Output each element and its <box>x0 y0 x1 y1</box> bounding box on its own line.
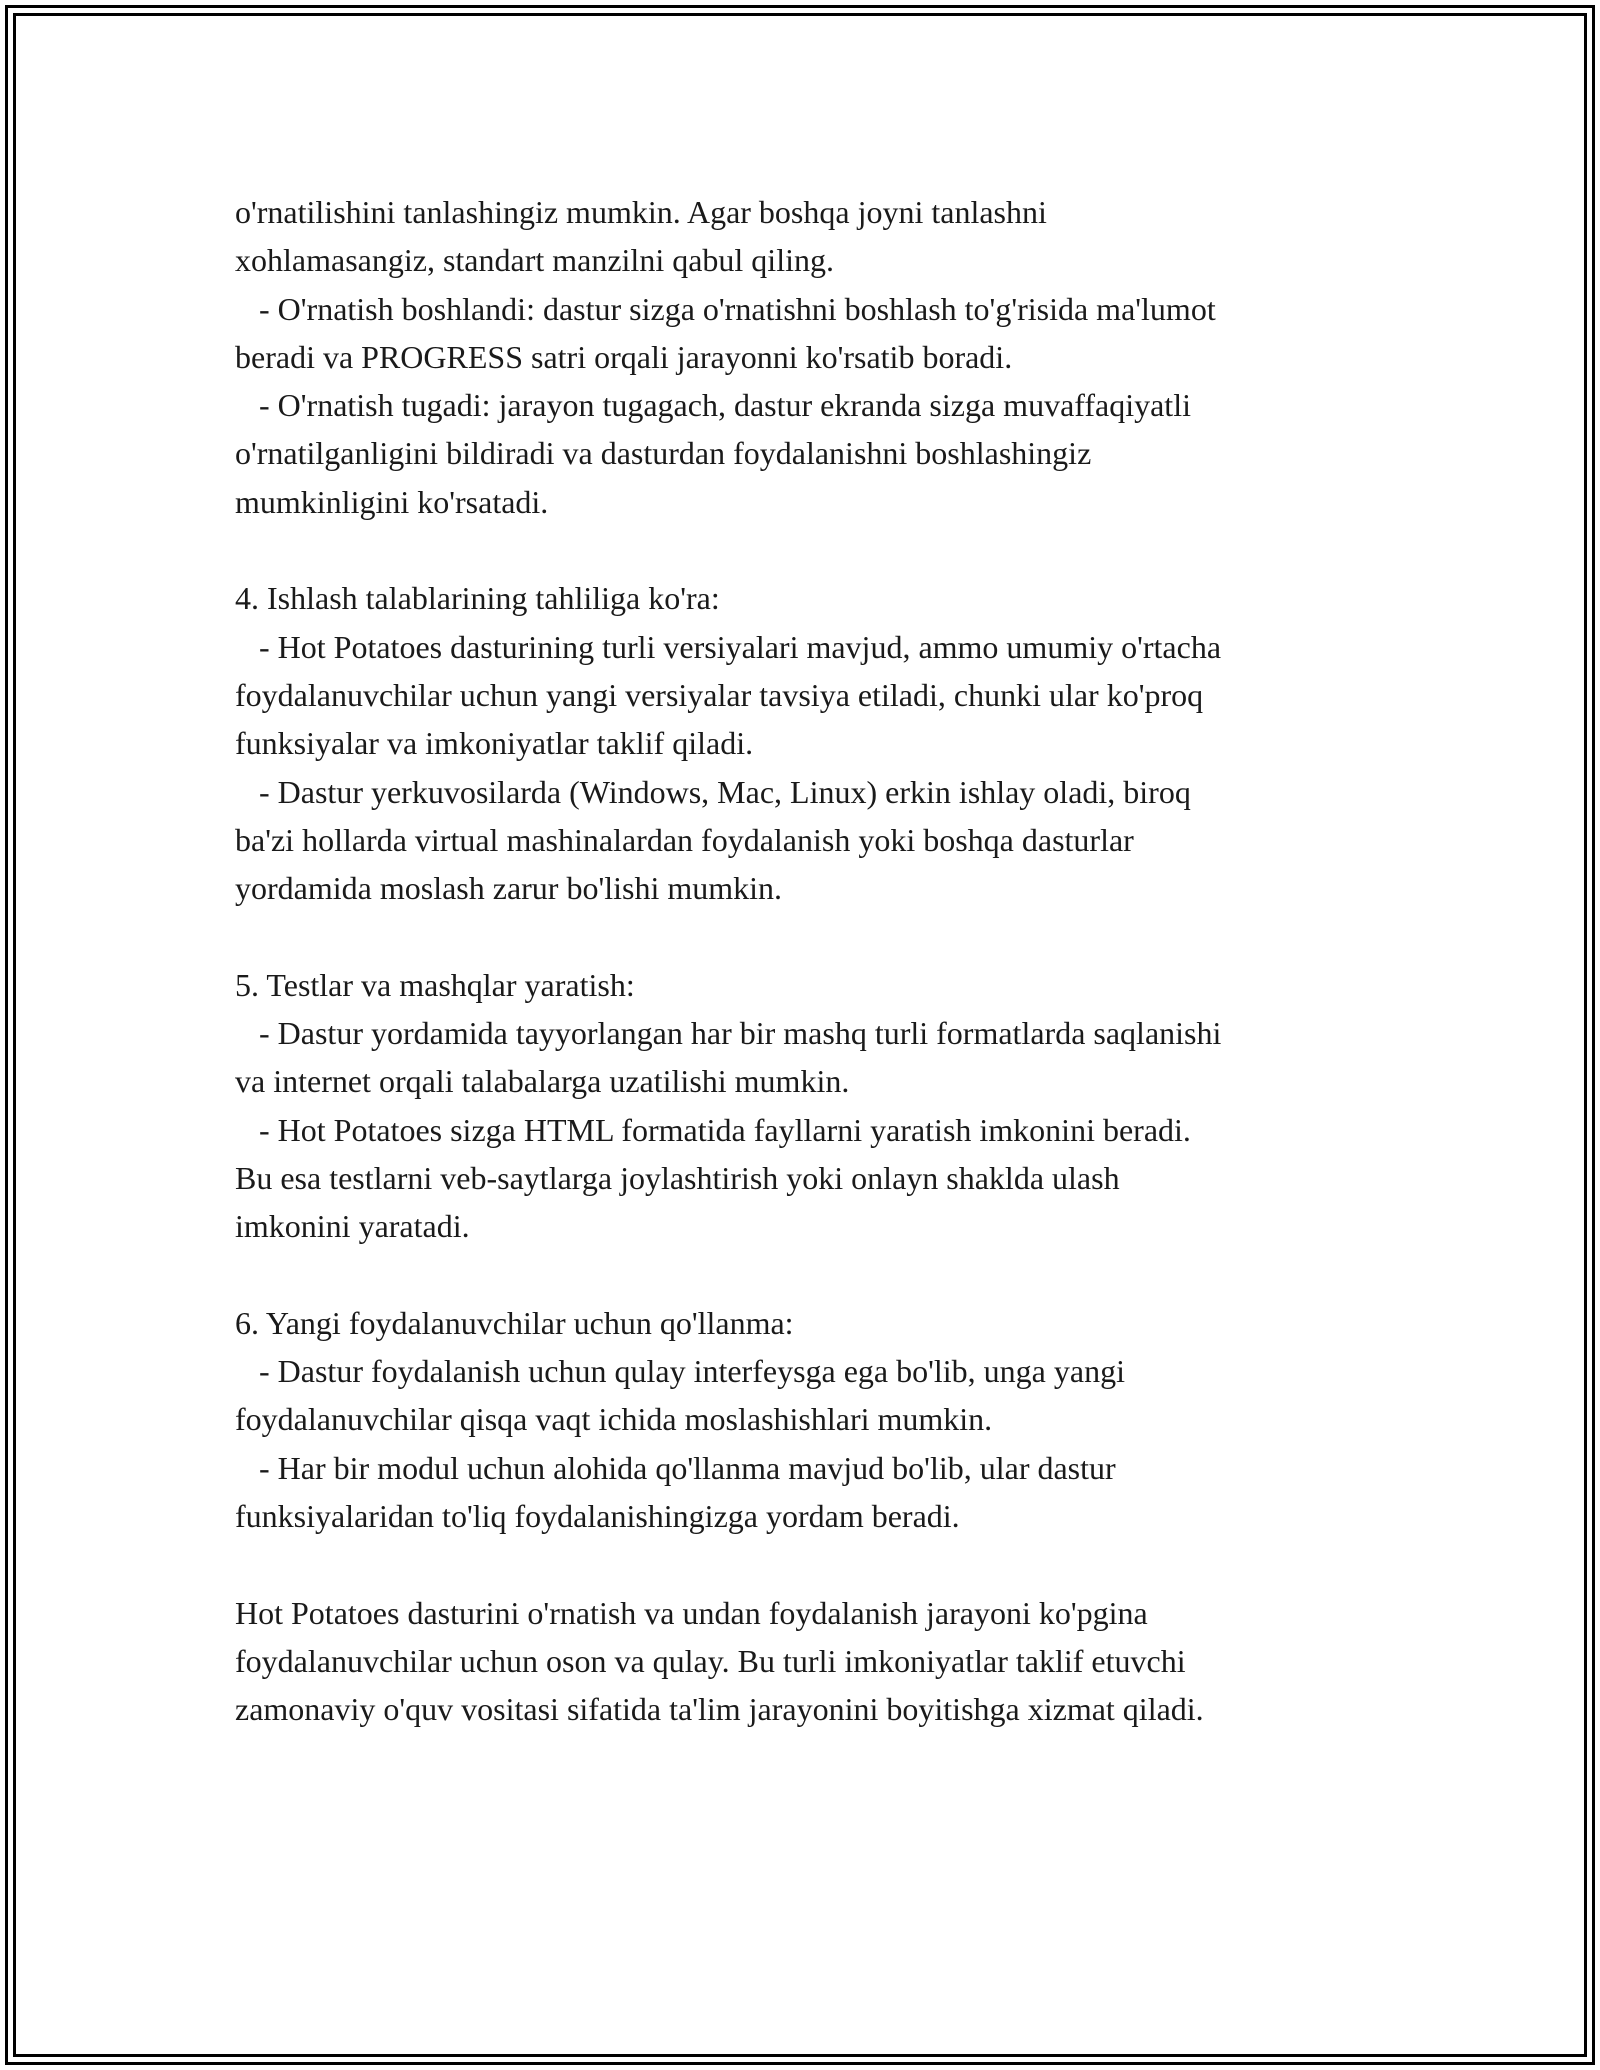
text-line: foydalanuvchilar uchun oson va qulay. Bu turli imkoniyatlar taklif etuvchi <box>235 1642 1186 1679</box>
section-heading: 5. Testlar va mashqlar yaratish: <box>235 966 635 1003</box>
text-line: imkonini yaratadi. <box>235 1208 470 1245</box>
text-line: - Hot Potatoes dasturining turli versiyalari mavjud, ammo umumiy o'rtacha <box>235 628 1222 665</box>
text-line: foydalanuvchilar uchun yangi versiyalar tavsiya etiladi, chunki ular ko'proq <box>235 676 1204 713</box>
text-line: - Hot Potatoes sizga HTML formatida fayllarni yaratish imkonini beradi. <box>235 1111 1191 1148</box>
text-line: Bu esa testlarni veb-saytlarga joylashtirish yoki onlayn shaklda ulash <box>235 1159 1120 1196</box>
paragraph-gap <box>235 1251 1415 1299</box>
text-line: o'rnatilganligini bildiradi va dasturdan foydalanishni boshlashingiz <box>235 435 1092 472</box>
paragraph-gap <box>235 1540 1415 1588</box>
paragraph-gap <box>235 912 1415 960</box>
text-line: - Dastur foydalanish uchun qulay interfeysga ega bo'lib, unga yangi <box>235 1353 1125 1390</box>
text-line: zamonaviy o'quv vositasi sifatida ta'lim jarayonini boyitishga xizmat qiladi. <box>235 1691 1204 1728</box>
text-line: - O'rnatish tugadi: jarayon tugagach, dastur ekranda sizga muvaffaqiyatli <box>235 387 1191 424</box>
text-line: - Har bir modul uchun alohida qo'llanma mavjud bo'lib, ular dastur <box>235 1449 1116 1486</box>
text-line: mumkinligini ko'rsatadi. <box>235 483 549 520</box>
text-line: xohlamasangiz, standart manzilni qabul qiling. <box>235 242 834 279</box>
text-line: beradi va PROGRESS satri orqali jarayonni ko'rsatib boradi. <box>235 338 1013 375</box>
text-line: yordamida moslash zarur bo'lishi mumkin. <box>235 870 783 907</box>
text-line: ba'zi hollarda virtual mashinalardan foydalanish yoki boshqa dasturlar <box>235 821 1134 858</box>
text-line: - O'rnatish boshlandi: dastur sizga o'rnatishni boshlash to'g'risida ma'lumot <box>235 290 1216 327</box>
text-line: va internet orqali talabalarga uzatilishi mumkin. <box>235 1063 850 1100</box>
paragraph-gap <box>235 526 1415 574</box>
text-line: - Dastur yerkuvosilarda (Windows, Mac, Linux) erkin ishlay oladi, biroq <box>235 773 1191 810</box>
text-line: - Dastur yordamida tayyorlangan har bir mashq turli formatlarda saqlanishi <box>235 1015 1222 1052</box>
section-heading: 6. Yangi foydalanuvchilar uchun qo'llanma: <box>235 1304 794 1341</box>
section-heading: 4. Ishlash talablarining tahliliga ko'ra: <box>235 580 720 617</box>
text-line: funksiyalar va imkoniyatlar taklif qiladi. <box>235 725 754 762</box>
text-line: funksiyalaridan to'liq foydalanishingizga yordam beradi. <box>235 1498 960 1535</box>
text-line: foydalanuvchilar qisqa vaqt ichida moslashishlari mumkin. <box>235 1401 993 1438</box>
text-line: o'rnatilishini tanlashingiz mumkin. Agar boshqa joyni tanlashni <box>235 194 1047 230</box>
text-line: Hot Potatoes dasturini o'rnatish va undan foydalanish jarayoni ko'pgina <box>235 1594 1148 1631</box>
document-body <box>235 188 1415 1734</box>
